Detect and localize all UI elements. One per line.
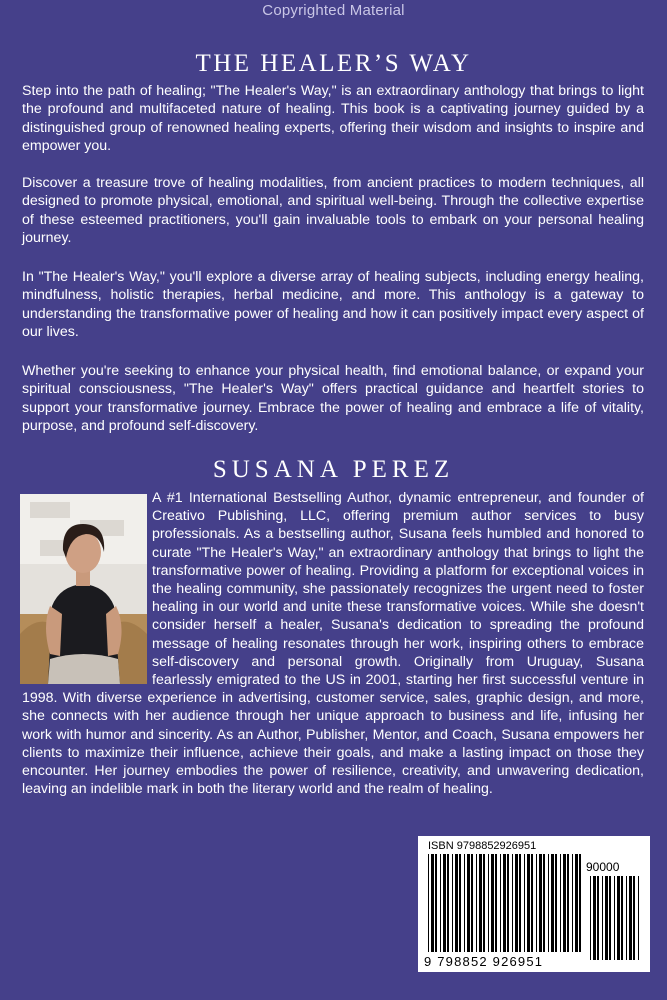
description-paragraph-3: In "The Healer's Way," you'll explore a diverse array of healing subjects, including energy healing, mindfulness, holistic therapies, herbal medicine, and more. This anthology is a gateway to understanding the transformative power of healing and how it can positively impact every aspect of our lives. [22,269,644,341]
author-photo-illustration [20,494,147,684]
price-barcode-icon [588,876,644,964]
barcode-box [418,836,650,972]
isbn-label: ISBN 9798852926951 [428,840,537,852]
description-paragraph-4: Whether you're seeking to enhance your physical health, find emotional balance, or expand your spiritual consciousness, "The Healer's Way" offers practical guidance and heartfelt stories to support your transformative journey. Embrace the power of healing and embrace a life of vitality, purpose, and profound self-discovery. [22,363,644,435]
author-photo [20,494,147,684]
isbn-barcode-icon [426,854,584,956]
author-name: SUSANA PEREZ [212,456,455,483]
author-bio-text: A #1 International Bestselling Author, dynamic entrepreneur, and founder of Creativo Publishing, LLC, offering premium author services to busy professionals. As a bestselling author, Susana feels humbled and honored to curate "The Healer's Way," an extraordinary anthology that brings to light the transformative power of healing. Providing a platform for exceptional voices in the healing community, she passionately recognizes the urgent need to foster healing in our world and unite these transformative voices. While she doesn't consider herself a healer, Susana's dedication to spreading the profound message of healing resonates through her work, inspiring others to embrace self-discovery and personal growth. Originally from Uruguay, Susana fearlessly emigrated to the US in 2001, starting her first successful venture in 1998. With diverse experience in advertising, customer service, sales, graphic design, and more, she connects with her audience through her unique approach to business and life, infusing her work with humor and sincerity. As an Author, Publisher, Mentor, and Coach, Susana empowers her clients to maximize their influence, achieve their goals, and make a lasting impact on those they encounter. Her journey embodies the power of resilience, creativity, and unwavering dedication, leaving an indelible mark in both the literary world and the realm of healing. [22,490,644,798]
book-title: THE HEALER’S WAY [195,50,472,77]
price-code: 90000 [586,860,620,874]
copyright-watermark: Copyrighted Material [262,2,405,19]
description-paragraph-1: Step into the path of healing; "The Healer's Way," is an extraordinary anthology that brings to light the profound and multifaceted nature of healing. This book is a captivating journey guided by a distinguished group of renowned healing experts, offering their wisdom and insights to inspire and empower you. [22,83,644,155]
description-paragraph-2: Discover a treasure trove of healing modalities, from ancient practices to modern techniques, all designed to promote physical, emotional, and spiritual well-being. Through the collective expertise of these esteemed practitioners, you'll gain invaluable tools to embark on your personal healing journey. [22,175,644,247]
barcode-number: 9 798852 926951 [424,954,544,969]
